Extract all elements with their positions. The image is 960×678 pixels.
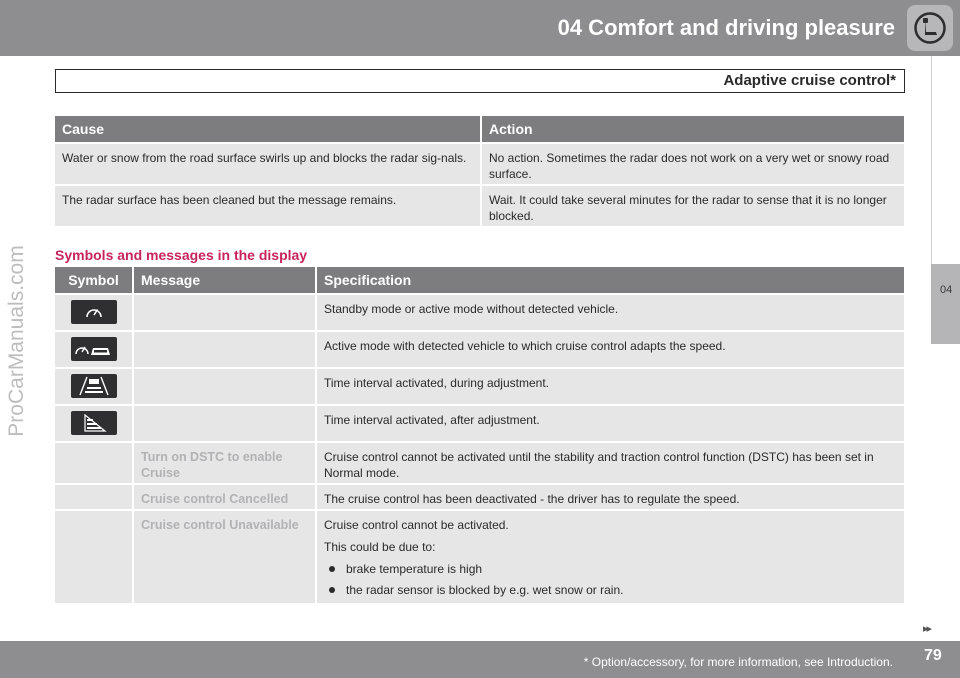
cause-cell: The radar surface has been cleaned but the message remains.	[55, 184, 480, 226]
spec-cell: Cruise control cannot be activated until the stability and traction control function (DSTC) has been set in Normal mode.	[315, 441, 904, 483]
spec-lead: This could be due to:	[324, 540, 436, 554]
chapter-side-tab-label: 04	[940, 284, 953, 296]
column-header-message: Message	[132, 267, 315, 293]
time-interval-icon	[71, 411, 117, 435]
message-cell	[132, 293, 315, 330]
section-title: Adaptive cruise control*	[723, 72, 896, 89]
symbol-cell	[55, 367, 132, 404]
spec-intro: Cruise control cannot be activated.	[324, 518, 509, 532]
table-row	[55, 441, 904, 483]
table-row	[55, 483, 904, 509]
seat-icon	[913, 11, 947, 45]
footnote: * Option/accessory, for more information, see Introduction.	[583, 655, 893, 669]
table-row	[55, 184, 904, 226]
chapter-side-tab[interactable]	[931, 264, 960, 344]
table-header-row	[55, 116, 904, 142]
symbol-cell	[55, 441, 132, 483]
side-divider	[931, 56, 932, 264]
column-header-cause: Cause	[55, 116, 480, 142]
list-item: brake temperature is high	[324, 561, 897, 577]
speedometer-icon	[71, 300, 117, 324]
symbols-heading: Symbols and messages in the display	[55, 247, 308, 263]
symbol-cell	[55, 330, 132, 367]
cause-cell: Water or snow from the road surface swirls up and blocks the radar sig-nals.	[55, 142, 480, 184]
page-number: 79	[924, 647, 942, 664]
column-header-symbol: Symbol	[55, 267, 132, 293]
message-cell: Turn on DSTC to enable Cruise	[132, 441, 315, 483]
table-row	[55, 509, 904, 603]
table-row	[55, 404, 904, 441]
table-row	[55, 142, 904, 184]
list-item: the radar sensor is blocked by e.g. wet snow or rain.	[324, 582, 897, 598]
watermark: ProCarManuals.com	[5, 245, 28, 437]
action-cell: Wait. It could take several minutes for the radar to sense that it is no longer blocked.	[480, 184, 904, 226]
table-row	[55, 293, 904, 330]
table-row	[55, 330, 904, 367]
spec-cell: Time interval activated, after adjustment.	[315, 404, 904, 441]
message-cell	[132, 330, 315, 367]
spec-cell: Standby mode or active mode without detected vehicle.	[315, 293, 904, 330]
chapter-title: 04 Comfort and driving pleasure	[557, 15, 895, 40]
message-cell	[132, 404, 315, 441]
cause-bullet-list	[324, 561, 897, 598]
message-cell: Cruise control Cancelled	[132, 483, 315, 509]
spec-cell: Active mode with detected vehicle to which cruise control adapts the speed.	[315, 330, 904, 367]
column-header-action: Action	[480, 116, 904, 142]
chapter-badge	[907, 5, 953, 51]
symbol-cell	[55, 293, 132, 330]
cause-action-table	[55, 116, 904, 226]
next-page-arrows[interactable]: ▸▸	[923, 623, 931, 635]
message-cell: Cruise control Unavailable	[132, 509, 315, 603]
action-cell: No action. Sometimes the radar does not work on a very wet or snowy road surface.	[480, 142, 904, 184]
time-interval-adjust-icon	[71, 374, 117, 398]
symbols-messages-table	[55, 267, 904, 603]
message-cell	[132, 367, 315, 404]
spec-cell	[315, 509, 904, 603]
speedometer-car-icon	[71, 337, 117, 361]
symbol-cell	[55, 483, 132, 509]
column-header-specification: Specification	[315, 267, 904, 293]
section-title-box	[55, 69, 905, 93]
table-header-row	[55, 267, 904, 293]
spec-cell: Time interval activated, during adjustment.	[315, 367, 904, 404]
table-row	[55, 367, 904, 404]
symbol-cell	[55, 404, 132, 441]
symbol-cell	[55, 509, 132, 603]
spec-cell: The cruise control has been deactivated - the driver has to regulate the speed.	[315, 483, 904, 509]
